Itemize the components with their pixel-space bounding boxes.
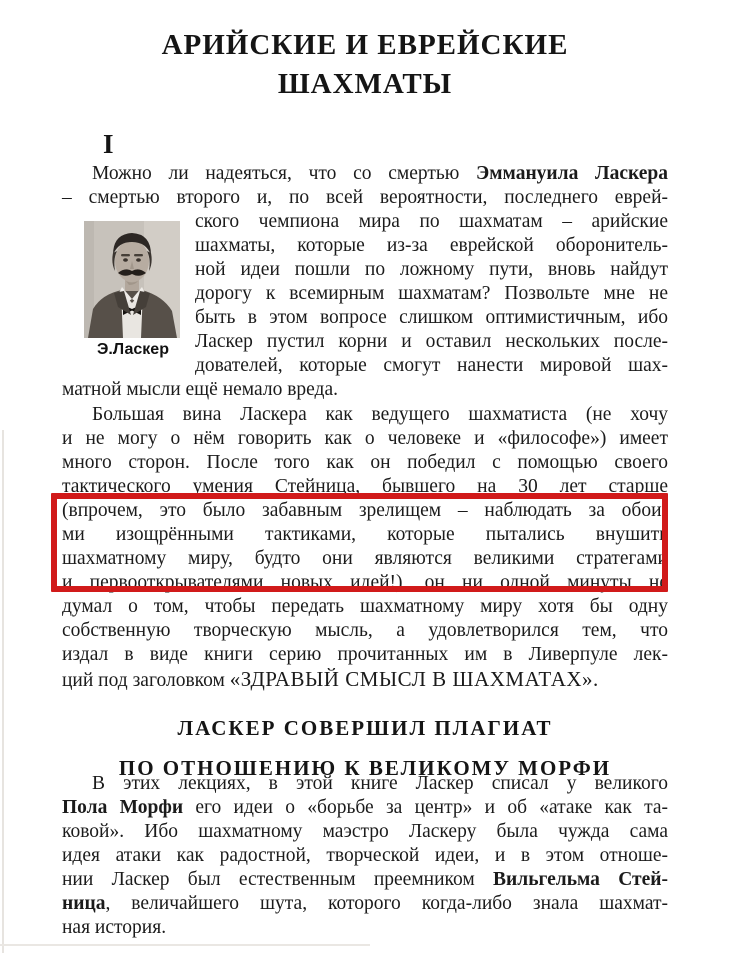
subheading-line-1: ЛАСКЕР СОВЕРШИЛ ПЛАГИАТ	[177, 716, 553, 740]
text-line: дорогу к всемирным шахматам? Позвольте мне не	[195, 283, 668, 304]
lasker-photo	[84, 221, 180, 338]
text-segment: ций под заголовком	[62, 670, 230, 691]
text-segment: его идеи о «борьбе за центр» и об «атаке как та-	[183, 797, 668, 818]
text-line: ковой». Ибо шахматному маэстро Ласкеру была чужда сама	[62, 821, 668, 842]
text-line: много сторон. После того как он победил с помощью своего	[62, 452, 668, 473]
text-segment: , величайшего шута, которого когда-либо знала шахмат-	[105, 893, 668, 914]
text-line: тактического умения Стейница, бывшего на 30 лет старше	[62, 476, 668, 497]
bold-name-wilhelm-steinitz-part2: ница	[62, 893, 106, 914]
bold-name-emanuel-lasker: Эммануила Ласкера	[476, 163, 668, 184]
text-line: и первооткрывателями новых идей!), он ни одной минуты не	[62, 572, 668, 593]
text-line: быть в этом вопросе слишком оптимистичным, ибо	[195, 307, 668, 328]
text-segment: нии Ласкер был естественным преемником	[62, 869, 494, 890]
text-line: идея атаки как радостной, творческой идеи, и в этом отноше-	[62, 845, 668, 866]
book-title-common-sense-in-chess: «ЗДРАВЫЙ СМЫСЛ В ШАХМАТАХ».	[229, 667, 599, 691]
bold-name-paul-morphy: Пола Морфи	[62, 797, 184, 818]
text-line	[62, 868, 668, 892]
text-line: В этих лекциях, в этой книге Ласкер списал у великого	[92, 773, 668, 794]
text-line: Большая вина Ласкера как ведущего шахматиста (не хочу	[92, 404, 668, 425]
text-line: думал о том, чтобы передать шахматному миру хотя бы одну	[62, 596, 668, 617]
paragraph-3	[62, 772, 668, 940]
text-segment: Можно ли надеяться, что со смертью	[92, 163, 477, 184]
text-line: Ласкер пустил корни и оставил нескольких после-	[195, 331, 668, 352]
text-line: ского чемпиона мира по шахматам – арийские	[195, 211, 668, 232]
paragraph-2	[62, 403, 668, 691]
page-title-line-2: ШАХМАТЫ	[277, 68, 453, 100]
text-line	[62, 162, 668, 186]
text-line: – смертью второго и, по всей вероятности, последнего еврей-	[62, 187, 668, 208]
text-line: (впрочем, это было забавным зрелищем – наблюдать за обои-	[62, 500, 668, 521]
bold-name-wilhelm-steinitz-part1: Вильгельма Стей-	[493, 869, 669, 890]
lasker-portrait-illustration	[84, 221, 180, 338]
text-line: матной мысли ещё немало вреда.	[62, 379, 338, 400]
text-line: издал в виде книги серию прочитанных им в Ливерпуле лек-	[62, 644, 668, 665]
text-line	[62, 667, 668, 691]
text-line: и не могу о нём говорить как о человеке и «философе») имеет	[62, 428, 668, 449]
scan-edge-left	[2, 430, 4, 953]
text-line	[62, 796, 668, 820]
text-line: шахматы, которые из-за еврейской оборонитель-	[195, 235, 668, 256]
text-line: собственную творческую мысль, а удовлетворился тем, что	[62, 620, 668, 641]
text-line: шахматному миру, будто они являются великими стратегами	[62, 548, 668, 569]
text-line	[62, 892, 668, 916]
scan-edge-bottom	[0, 944, 370, 946]
text-line: ми изощрёнными тактиками, которые пытались внушить	[62, 524, 668, 545]
photo-caption: Э.Ласкер	[97, 341, 169, 358]
text-line: дователей, которые смогут нанести мировой шах-	[195, 355, 668, 376]
page-title	[0, 26, 730, 104]
subheading-line-2: ПО ОТНОШЕНИЮ К ВЕЛИКОМУ МОРФИ	[118, 756, 612, 780]
text-line: ной идеи пошли по ложному пути, вновь найдут	[195, 259, 668, 280]
text-line: ная история.	[62, 917, 167, 938]
page-title-line-1: АРИЙСКИЕ И ЕВРЕЙСКИЕ	[161, 29, 569, 61]
section-numeral: I	[103, 129, 114, 159]
